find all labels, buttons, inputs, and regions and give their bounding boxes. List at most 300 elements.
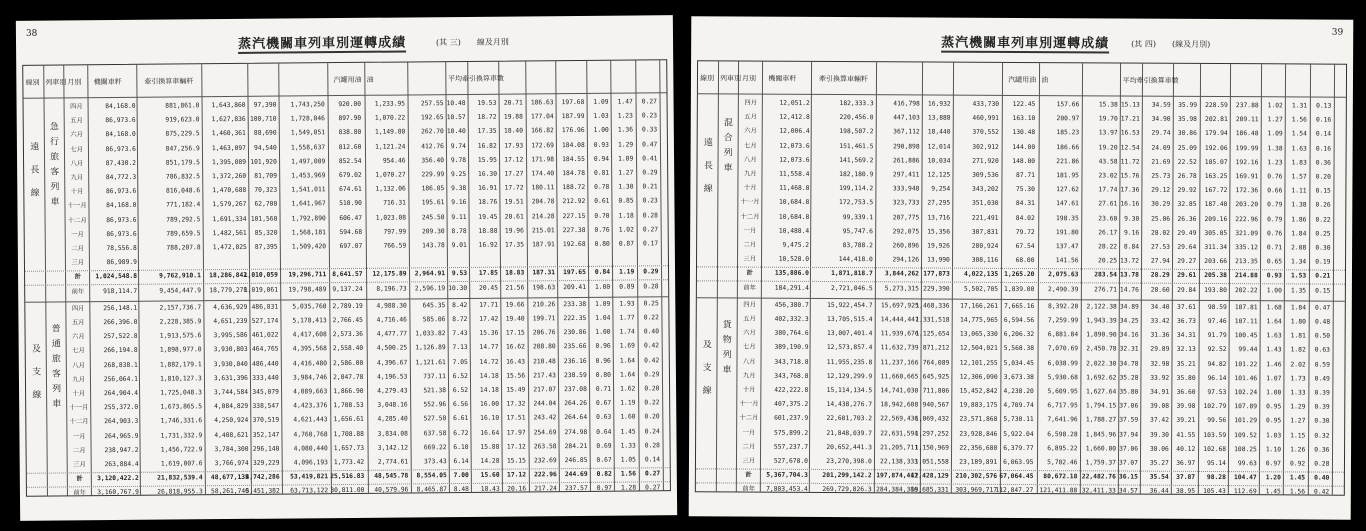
table-cell: 14,775,965 — [959, 316, 998, 324]
table-cell: 48,677,135 — [210, 474, 249, 482]
table-cell: 198.63 — [532, 283, 556, 291]
table-cell: 433,730 — [972, 100, 1000, 108]
table-cell: 0.95 — [1266, 403, 1282, 411]
table-cell: 187.31 — [532, 269, 556, 277]
column-header: 機關車粁 — [768, 74, 797, 83]
table-cell: 271,920 — [972, 157, 999, 165]
table-cell: 0.16 — [1315, 145, 1332, 153]
table-cell: 19.88 — [503, 113, 523, 121]
table-cell: 14.28 — [480, 457, 500, 465]
table-cell: 264,965.9 — [104, 432, 139, 440]
table-cell: 34.90 — [1151, 115, 1171, 123]
table-cell: 1,051,558 — [914, 458, 949, 466]
table-cell: 22,482.76 — [1081, 473, 1116, 481]
table-cell: 16.64 — [480, 429, 500, 437]
table-cell: 527.50 — [423, 415, 447, 423]
table-cell: 263.58 — [533, 442, 557, 451]
table-cell: 7,259.99 — [1047, 317, 1079, 325]
table-cell: 36.97 — [1176, 459, 1196, 467]
table-cell: 8.48 — [453, 486, 469, 494]
table-cell: 333,440 — [252, 374, 279, 382]
table-cell: 2,022.30 — [1086, 359, 1117, 368]
table-cell: 107.89 — [1234, 403, 1258, 411]
table-cell: 1.38 — [1267, 144, 1283, 152]
table-cell: 10.48 — [446, 99, 466, 108]
table-cell: 1,470,688 — [212, 187, 247, 195]
table-cell: 30,811.00 — [330, 487, 365, 495]
table-cell: 23,270,398.0 — [826, 457, 872, 466]
table-cell: 34.25 — [1119, 317, 1139, 325]
table-cell: 29.89 — [1150, 346, 1170, 354]
table-cell: 17.12 — [504, 156, 524, 164]
table-row — [696, 427, 1344, 442]
table-cell: 12,504,021 — [959, 345, 998, 353]
table-cell: 1.84 — [1291, 230, 1307, 238]
table-cell: 1.93 — [619, 300, 635, 308]
table-cell: 4,238.20 — [1003, 387, 1034, 396]
table-cell: 209.16 — [1204, 215, 1228, 223]
table-cell: 1.03 — [593, 112, 609, 121]
table-cell: 4,651,239 — [213, 317, 248, 326]
month-label: 十二月 — [67, 216, 87, 225]
table-cell: 0.61 — [594, 198, 610, 206]
table-cell: 13,007,401.4 — [826, 330, 873, 338]
table-cell: 1,019,061 — [243, 286, 279, 294]
table-cell: 6,598.28 — [1047, 430, 1078, 438]
month-label: 十二月 — [739, 414, 759, 423]
column-header: 列車別 — [45, 78, 67, 87]
table-cell: 144,418.0 — [838, 256, 873, 264]
table-cell: 679.02 — [338, 171, 362, 180]
table-cell: 6,717.95 — [1047, 402, 1078, 410]
table-cell: 121,411.88 — [1039, 487, 1078, 495]
month-label: 七月 — [72, 347, 85, 355]
table-cell: 16.62 — [505, 343, 525, 352]
table-cell: 40,579.96 — [374, 486, 409, 495]
table-cell: 1.68 — [1266, 304, 1282, 312]
table-cell: 4,716.46 — [376, 316, 407, 324]
table-cell: 0.82 — [596, 470, 612, 479]
table-cell: 0.93 — [593, 141, 609, 149]
table-cell: 0.24 — [644, 427, 660, 435]
table-cell: 176.96 — [561, 127, 585, 135]
table-row — [698, 140, 1346, 155]
table-cell: 367,112 — [893, 128, 920, 136]
table-cell: 1.60 — [620, 413, 636, 422]
table-cell: 235.66 — [563, 343, 587, 351]
column-header: 線別 — [25, 78, 40, 87]
month-label: 十一月 — [67, 202, 87, 210]
table-cell: 1,395,089 — [211, 158, 247, 166]
table-cell: 29.84 — [1177, 286, 1197, 294]
table-cell: 812.60 — [338, 143, 362, 151]
page-number: 39 — [1331, 27, 1344, 38]
month-label: 九月 — [743, 170, 757, 178]
table-cell: 27,295 — [927, 199, 951, 208]
table-cell: 14.77 — [479, 344, 499, 352]
table-cell: 1,882,179.1 — [159, 360, 202, 369]
table-cell: 1,673,865.5 — [160, 403, 203, 411]
train-label: 貨物列車 — [720, 319, 731, 380]
table-cell: 0.25 — [643, 300, 659, 308]
table-cell: 12,573,857.4 — [826, 344, 873, 352]
table-cell: 716.31 — [383, 199, 406, 208]
month-label: 八月 — [742, 358, 756, 366]
table-cell: 68.00 — [1015, 257, 1035, 265]
table-cell: 12.54 — [1120, 144, 1140, 152]
table-cell: 17.51 — [506, 414, 526, 422]
table-cell: 20,652,441.3 — [826, 443, 872, 452]
table-cell: 3,160,767.9 — [97, 489, 139, 497]
table-cell: 86,973.6 — [105, 145, 136, 153]
table-cell: 1.00 — [593, 127, 609, 135]
table-cell: 1,024,548.8 — [95, 273, 138, 281]
table-cell: 33.42 — [1150, 317, 1170, 325]
table-cell: 13.72 — [1120, 257, 1140, 265]
table-cell: 0.32 — [1314, 432, 1330, 440]
table-cell: 102.79 — [1203, 403, 1227, 411]
table-row — [696, 441, 1344, 456]
table-cell: 26,818,955.3 — [157, 488, 203, 497]
table-cell: 8,196.73 — [376, 285, 407, 293]
table-cell: 1.43 — [1266, 346, 1282, 354]
table-cell: 0.96 — [595, 357, 611, 365]
table-cell: 17.35 — [505, 241, 525, 249]
table-cell: 25.73 — [1151, 172, 1171, 180]
table-cell: 1,149.80 — [374, 128, 406, 137]
table-cell: 86,989.9 — [106, 259, 137, 267]
table-cell: 41.55 — [1176, 431, 1196, 439]
table-cell: 669.22 — [423, 443, 447, 452]
table-cell: 0.47 — [642, 140, 658, 149]
table-cell: 81,709 — [254, 172, 278, 180]
table-cell: 1,839.00 — [1004, 285, 1035, 293]
table-cell: 1,871,818.7 — [831, 270, 873, 278]
table-cell: 84.31 — [1015, 200, 1035, 208]
table-cell: 284.21 — [564, 442, 588, 450]
table-cell: 486,440 — [252, 360, 279, 368]
table-cell: 19.51 — [504, 198, 524, 207]
table-cell: 16.91 — [478, 184, 498, 193]
table-cell: 244.69 — [564, 471, 588, 479]
table-cell: 209.41 — [563, 283, 587, 291]
table-cell: 1,643,860 — [211, 101, 246, 110]
table-cell: 674.61 — [339, 186, 362, 194]
table-cell: 557,237.7 — [773, 443, 809, 451]
table-cell: 9.78 — [450, 156, 467, 164]
table-cell: 1.00 — [1266, 389, 1282, 397]
table-cell: 370,519 — [252, 416, 280, 425]
table-cell: 345,079 — [252, 388, 279, 396]
column-header: 機關車粁 — [93, 77, 122, 87]
table-cell: 198.35 — [1055, 214, 1079, 222]
table-cell: 416,798 — [893, 100, 920, 108]
table-cell: 447,103 — [893, 114, 920, 122]
month-label: 五月 — [71, 319, 85, 327]
table-cell: 177,873 — [923, 270, 950, 279]
table-cell: 1,070.27 — [375, 171, 406, 179]
table-cell: 28.02 — [1151, 229, 1171, 237]
table-cell: 1.34 — [1291, 258, 1307, 266]
table-cell: 4,500.25 — [376, 344, 408, 353]
table-cell: 22.52 — [1177, 158, 1197, 166]
table-cell: 1,456,722.9 — [160, 446, 203, 454]
table-cell: 19,798,489 — [288, 285, 327, 294]
table-cell: 100.45 — [1234, 332, 1258, 340]
table-cell: 1.20 — [1265, 474, 1281, 482]
table-cell: 34.31 — [1176, 332, 1196, 340]
table-cell: 1.77 — [619, 314, 635, 322]
table-cell: 0.14 — [644, 456, 661, 464]
table-cell: 245.50 — [421, 213, 445, 221]
table-cell: 15.60 — [480, 471, 500, 480]
table-cell: 29.64 — [1177, 243, 1197, 251]
table-cell: 422,222.8 — [774, 386, 809, 394]
table-cell: 1,656.61 — [333, 416, 364, 424]
table-cell: 6.14 — [453, 457, 469, 466]
table-cell: 9.16 — [451, 199, 467, 207]
month-label: 四月 — [744, 99, 757, 107]
table-cell: 78,556.8 — [106, 244, 137, 253]
table-cell: 11,468.8 — [779, 184, 810, 193]
table-cell: 192.65 — [420, 114, 444, 122]
table-cell: 192.06 — [1204, 144, 1228, 152]
table-cell: 148.00 — [1012, 157, 1036, 165]
table-cell: 0.17 — [643, 240, 659, 248]
table-cell: 35.98 — [1177, 116, 1198, 124]
table-cell: 23.60 — [1098, 214, 1118, 223]
table-cell: 221,491 — [971, 214, 999, 222]
table-cell: 40.12 — [1176, 445, 1196, 453]
table-cell: 1,125,654 — [915, 330, 950, 338]
table-cell: 771,182.4 — [166, 201, 201, 209]
table-cell: 1,708.53 — [333, 402, 364, 410]
table-cell: 0.23 — [641, 112, 658, 120]
table-cell: 98.59 — [1207, 303, 1227, 311]
table-cell: 0.65 — [1266, 258, 1283, 266]
table-cell: 1,792,890 — [291, 214, 326, 223]
table-cell: 6.10 — [453, 443, 469, 451]
table-cell: 180.11 — [531, 184, 555, 192]
table-cell: 23,571,868 — [959, 416, 998, 424]
table-cell: 0.16 — [1315, 116, 1332, 124]
table-cell: 17.74 — [1098, 186, 1118, 194]
table-cell: 217.43 — [533, 371, 556, 380]
table-cell: 35.54 — [1149, 473, 1169, 481]
table-cell: 19,926 — [927, 242, 950, 250]
table-cell: 1.02 — [1267, 102, 1283, 110]
table-cell: 308,116 — [971, 256, 999, 265]
table-row — [698, 126, 1346, 141]
table-cell: 1,070.22 — [374, 114, 406, 122]
table-cell: 27.61 — [1098, 200, 1118, 208]
month-label: 八月 — [72, 361, 85, 369]
table-cell: 205.38 — [1204, 272, 1227, 280]
month-label: 六月 — [744, 127, 757, 136]
table-cell: 269,729,826.3 — [822, 486, 872, 494]
table-cell: 3,834.08 — [377, 430, 408, 438]
table-cell: 7.05 — [452, 358, 468, 366]
table-cell: 29.92 — [1177, 187, 1197, 195]
table-cell: 18.43 — [480, 486, 500, 494]
month-label: 六月 — [72, 333, 85, 341]
table-cell: 460,991 — [972, 114, 1000, 123]
table-cell: 1.36 — [617, 126, 634, 135]
table-cell: 1.09 — [618, 155, 634, 163]
table-cell: 5,451,382 — [245, 487, 280, 496]
table-cell: 1,453,969 — [291, 172, 326, 180]
table-cell: 5,035,760 — [292, 302, 327, 311]
table-cell: 4,423,376 — [293, 402, 328, 410]
table-cell: 18,942,608 — [880, 401, 919, 409]
table-cell: 1.27 — [618, 169, 634, 177]
table-cell: 137.47 — [1055, 243, 1079, 251]
table-cell: 343,718.8 — [774, 358, 809, 366]
table-cell: 15,697,925 — [880, 302, 919, 310]
table-cell: 15,452,842 — [959, 387, 998, 395]
table-cell: 15,922,454.7 — [827, 301, 873, 310]
table-cell: 23.02 — [1098, 172, 1118, 180]
table-cell: 141.56 — [1055, 257, 1079, 265]
table-cell: 101,920 — [250, 158, 277, 166]
table-cell: 1,132.06 — [375, 185, 406, 193]
table-cell: 3,844,262 — [884, 270, 919, 278]
table-cell: 0.79 — [1267, 215, 1283, 223]
table-row — [697, 182, 1345, 197]
table-cell: 1.45 — [1289, 474, 1306, 482]
table-cell: 1,472,025 — [212, 243, 247, 252]
table-cell: 105.43 — [1203, 488, 1226, 496]
table-cell: 182,180.9 — [839, 171, 874, 179]
table-cell: 6,379.77 — [1003, 444, 1034, 452]
table-cell: 264,904.4 — [103, 389, 139, 398]
table-cell: 311.34 — [1204, 243, 1228, 252]
month-label: 二月 — [73, 447, 86, 455]
table-cell: 881,861.0 — [165, 102, 200, 110]
table-cell: 1,497,009 — [291, 157, 326, 166]
table-cell: 1.64 — [1266, 318, 1282, 326]
month-label: 計 — [76, 475, 83, 483]
table-cell: 5,502,705 — [963, 285, 999, 293]
table-cell: 0.19 — [1315, 258, 1331, 266]
month-label: 十月 — [743, 184, 757, 192]
table-cell: 0.36 — [1314, 446, 1330, 454]
table-cell: 12,073.6 — [779, 142, 810, 150]
table-cell: 788,207.8 — [166, 244, 201, 252]
table-cell: 12,306,090 — [959, 373, 998, 381]
table-cell: 12,125 — [927, 171, 951, 179]
table-cell: 215.01 — [531, 226, 555, 235]
table-cell: 195.61 — [421, 199, 445, 207]
table-cell: 122.45 — [1012, 100, 1036, 109]
table-cell: 172.69 — [531, 141, 554, 149]
line-label: 及支線 — [700, 339, 711, 409]
table-cell: 919,623.0 — [165, 116, 200, 124]
table-cell: 127.62 — [1056, 186, 1079, 194]
table-cell: 4,760,768 — [293, 430, 328, 439]
table-cell: 32.98 — [1150, 360, 1170, 368]
table-cell: 11,939,676 — [880, 330, 919, 338]
table-cell: 18,286,842 — [209, 272, 248, 280]
table-cell: 70,323 — [254, 186, 278, 194]
table-cell: 254.69 — [533, 428, 557, 436]
table-cell: 9.25 — [450, 170, 467, 179]
month-label: 十月 — [72, 390, 86, 398]
month-label: 五月 — [743, 315, 756, 323]
table-cell: 4,988.30 — [376, 302, 407, 310]
table-cell: 1.47 — [617, 98, 633, 106]
table-cell: 1,627.64 — [1085, 388, 1117, 396]
table-cell: 237.08 — [564, 385, 587, 394]
table-cell: 7.43 — [452, 330, 468, 338]
table-row — [696, 384, 1344, 399]
table-cell: 1,069,432 — [914, 415, 950, 424]
table-cell: 0.42 — [644, 356, 660, 365]
table-cell: 9.30 — [1124, 215, 1140, 223]
table-cell: 6.52 — [452, 372, 468, 380]
table-cell: 1.15 — [1290, 432, 1306, 440]
month-label: 二月 — [742, 443, 756, 451]
table-cell: 645.35 — [422, 301, 446, 310]
month-label: 九月 — [70, 174, 84, 182]
table-cell: 15.88 — [480, 443, 500, 451]
table-cell: 197.68 — [561, 98, 585, 107]
table-cell: 192.16 — [1235, 158, 1259, 167]
table-cell: 407,375.2 — [774, 400, 809, 409]
table-cell: 3,120,422.2 — [97, 475, 139, 483]
table-cell: 0.15 — [1315, 287, 1331, 295]
line-label: 及支線 — [29, 343, 41, 413]
table-cell: 7,803,453.4 — [766, 486, 808, 494]
line-label: 遠長線 — [701, 137, 712, 207]
table-cell: 12,006.4 — [779, 128, 810, 136]
table-cell: 17.32 — [506, 400, 526, 408]
table-cell: 25.09 — [1177, 144, 1197, 152]
table-cell: 4,080,440 — [293, 444, 328, 453]
month-label: 七月 — [744, 142, 757, 150]
table-cell: 1.45 — [620, 428, 636, 436]
table-cell: 521.38 — [423, 387, 447, 395]
table-cell: 0.25 — [1315, 230, 1331, 238]
column-header: 線別 — [700, 74, 715, 83]
table-cell: 199.99 — [1235, 144, 1259, 152]
month-label: 四月 — [70, 103, 83, 111]
table-cell: 4,196.53 — [377, 373, 408, 381]
table-cell: 256,064.1 — [103, 375, 138, 383]
table-cell: 0.79 — [1267, 201, 1283, 209]
table-cell: 4,417,608 — [292, 331, 327, 339]
table-cell: 1.19 — [620, 399, 636, 407]
table-cell: 84,772.3 — [105, 173, 137, 182]
table-cell: 262.70 — [421, 128, 444, 136]
table-cell: 12,428,129 — [910, 472, 949, 480]
table-cell: 1.11 — [1291, 187, 1307, 195]
table-cell: 209.30 — [421, 227, 445, 236]
table-cell: 186.66 — [1056, 143, 1080, 151]
table-cell: 80,672.18 — [1043, 473, 1078, 481]
table-cell: 1.56 — [1289, 488, 1306, 496]
table-cell: 38.06 — [1149, 445, 1169, 453]
table-cell: 0.80 — [595, 371, 611, 379]
table-cell: 1,773.42 — [333, 458, 365, 467]
table-cell: 19,296,711 — [288, 271, 327, 279]
table-cell: 0.39 — [1314, 389, 1330, 397]
table-cell: 9,137.24 — [332, 285, 363, 293]
month-label: 計 — [745, 471, 752, 479]
table-cell: 255,372.0 — [104, 404, 139, 412]
table-cell: 112.69 — [1233, 488, 1257, 496]
table-cell: 37.06 — [1119, 445, 1139, 453]
